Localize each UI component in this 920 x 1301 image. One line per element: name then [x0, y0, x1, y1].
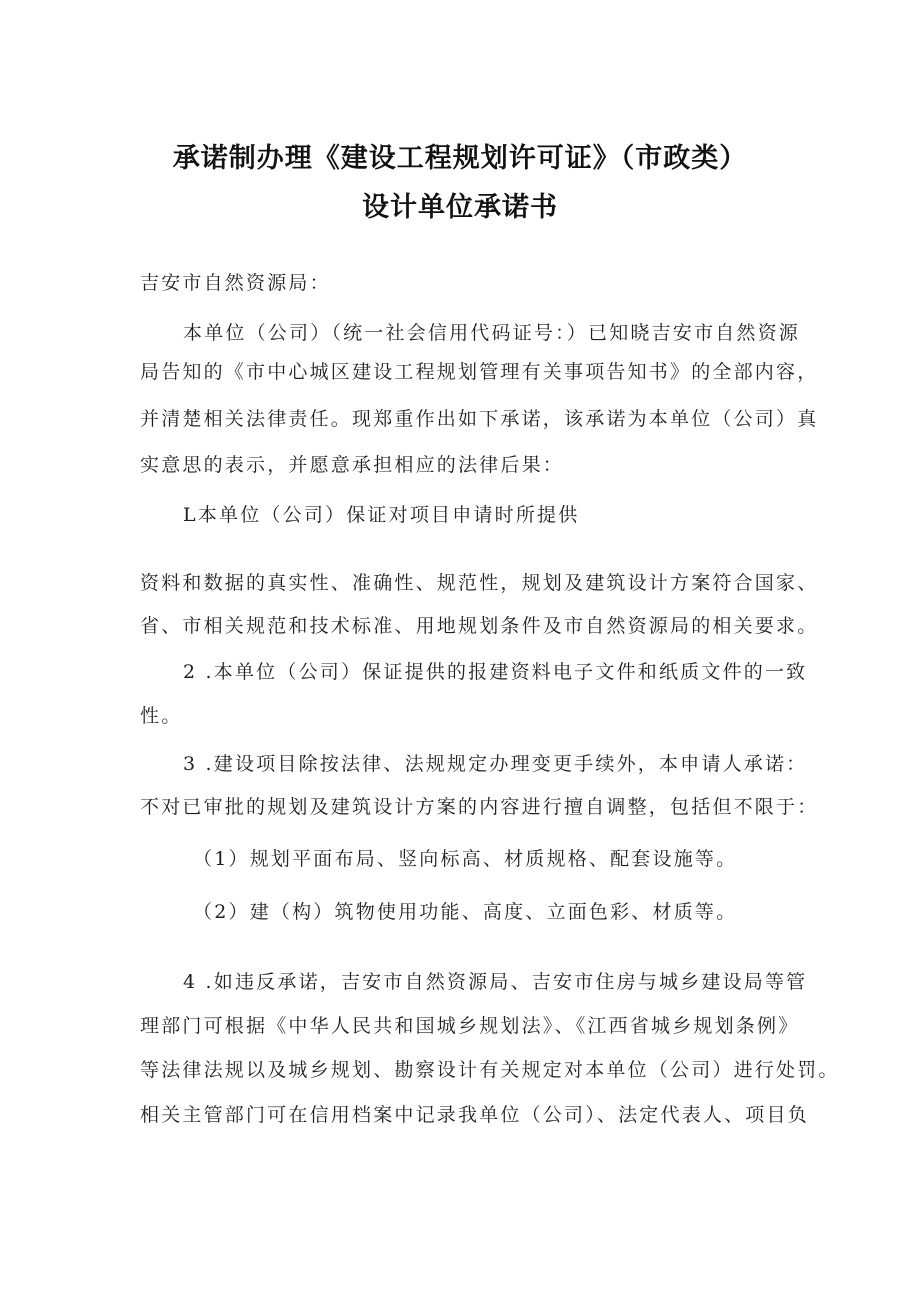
intro-line: 并清楚相关法律责任。现郑重作出如下承诺，该承诺为本单位（公司）真 — [140, 408, 819, 430]
item-2-line: 性。 — [140, 705, 183, 727]
item-4-line: 等法律法规以及城乡规划、勘察设计有关规定对本单位（公司）进行处罚。 — [140, 1059, 840, 1081]
intro-line: 局告知的《市中心城区建设工程规划管理有关事项告知书》的全部内容， — [140, 361, 819, 383]
item-4-line: 相关主管部门可在信用档案中记录我单位（公司）、法定代表人、项目负 — [140, 1104, 809, 1126]
title-line-1: 承诺制办理《建设工程规划许可证》（市政类） — [172, 143, 748, 174]
item-1-line: 资料和数据的真实性、准确性、规范性，规划及建筑设计方案符合国家、 — [140, 572, 819, 594]
intro-line: 实意思的表示，并愿意承担相应的法律后果： — [140, 454, 565, 476]
item-4-line: 理部门可根据《中华人民共和国城乡规划法》、《江西省城乡规划条例》 — [140, 1015, 800, 1037]
item-3-line: 不对已审批的规划及建筑设计方案的内容进行擅自调整，包括但不限于： — [140, 796, 819, 818]
intro-line: 本单位（公司）（统一社会信用代码证号：）已知晓吉安市自然资源 — [183, 322, 801, 344]
item-2-line: 2 .本单位（公司）保证提供的报建资料电子文件和纸质文件的一致 — [183, 661, 808, 683]
item-3-line: 3 .建设项目除按法律、法规规定办理变更手续外，本申请人承诺： — [183, 753, 808, 775]
item-4-line: 4 .如违反承诺，吉安市自然资源局、吉安市住房与城乡建设局等管 — [183, 971, 808, 993]
sub-item: （1）规划平面布局、竖向标高、材质规格、配套设施等。 — [193, 848, 738, 870]
salutation: 吉安市自然资源局： — [140, 272, 331, 294]
item-1-line: L本单位（公司）保证对项目申请时所提供 — [183, 504, 580, 526]
item-1-line: 省、市相关规范和技术标准、用地规划条件及市自然资源局的相关要求。 — [140, 615, 819, 637]
title-line-2: 设计单位承诺书 — [362, 192, 558, 223]
sub-item: （2）建（构）筑物使用功能、高度、立面色彩、材质等。 — [193, 901, 738, 923]
